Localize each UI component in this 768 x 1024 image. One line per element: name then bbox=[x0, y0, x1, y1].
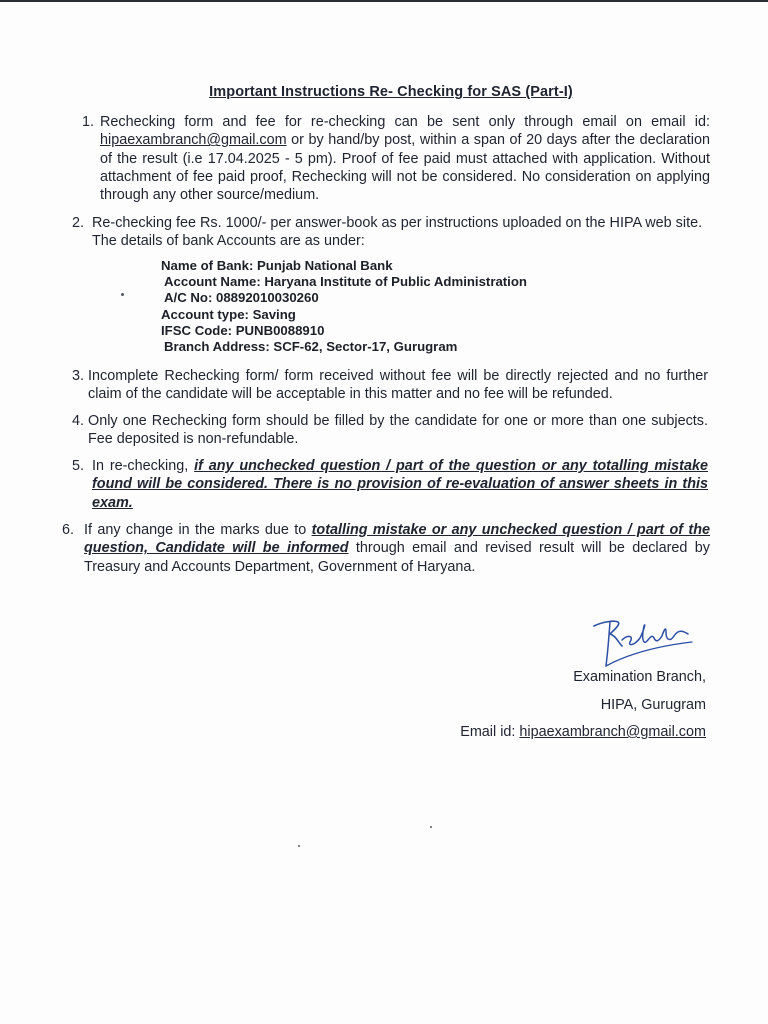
document-title: Important Instructions Re- Checking for SAS (Part-I) bbox=[209, 84, 573, 100]
item-emphasis: totalling mistake or any unchecked question / part of the question, Candidate will be informed bbox=[84, 522, 710, 557]
scan-speck bbox=[430, 826, 432, 828]
branch-address: Branch Address: SCF-62, Sector-17, Gurugram bbox=[164, 339, 458, 355]
ifsc-code: IFSC Code: PUNB0088910 bbox=[161, 322, 325, 338]
scan-top-edge bbox=[0, 0, 768, 2]
bank-name: Name of Bank: Punjab National Bank bbox=[161, 258, 393, 273]
item-text bbox=[92, 457, 708, 512]
item-text: Only one Rechecking form should be filled by the candidate for one or more than one subjects. Fee deposited is non-refundable. bbox=[88, 413, 708, 448]
scan-speck bbox=[298, 845, 300, 847]
item-number: 2. bbox=[71, 215, 84, 231]
footer-email-link[interactable]: hipaexambranch@gmail.com bbox=[519, 724, 706, 740]
item-emphasis: if any unchecked question / part of the question or any totalling mistake found will be considered. There is no provision of re-evaluation of answer sheets in this exam. bbox=[92, 458, 708, 511]
item-text bbox=[84, 521, 710, 576]
item-text-after: or by hand/by post, within a span of 20 days after the declaration of the result (i.e 17.04.2025 - 5 pm). Proof of fee paid must attached with application. Without attachment of fee paid proof, Rechecking will not be considered. No consideration on applying through any other source/medium. bbox=[100, 132, 710, 204]
item-text: Incomplete Rechecking form/ form received without fee will be directly rejected and no further claim of the candidate will be acceptable in this matter and no fee will be refunded. bbox=[88, 368, 708, 403]
item-number: 1. bbox=[81, 114, 94, 130]
item-text-before: If any change in the marks due to bbox=[84, 522, 312, 538]
scan-speck bbox=[121, 293, 124, 296]
item-text-after: through email and revised result will be declared by Treasury and Accounts Department, Government of Haryana. bbox=[84, 540, 710, 575]
footer-email-line bbox=[460, 724, 706, 740]
footer-department: Examination Branch, bbox=[573, 669, 706, 685]
item-text-before: Rechecking form and fee for re-checking can be sent only through email on email id: bbox=[100, 114, 710, 130]
account-type: Account type: Saving bbox=[161, 306, 296, 322]
item-number: 3. bbox=[71, 368, 84, 384]
item-number: 4. bbox=[71, 413, 84, 429]
footer-email-label: Email id: bbox=[460, 724, 520, 740]
account-number: A/C No: 08892010030260 bbox=[164, 290, 319, 306]
item-text: Re-checking fee Rs. 1000/- per answer-book as per instructions uploaded on the HIPA web site. The details of bank Accounts are as under: bbox=[92, 215, 703, 250]
bank-details bbox=[161, 258, 527, 355]
item-number: 5. bbox=[71, 458, 84, 474]
handwritten-signature bbox=[588, 608, 708, 670]
account-name: Account Name: Haryana Institute of Public Administration bbox=[164, 274, 527, 290]
footer-institute: HIPA, Gurugram bbox=[600, 697, 706, 713]
item-text-before: In re-checking, bbox=[92, 458, 195, 474]
item-number: 6. bbox=[61, 522, 74, 538]
email-link[interactable]: hipaexambranch@gmail.com bbox=[100, 132, 287, 149]
item-text bbox=[100, 113, 710, 204]
